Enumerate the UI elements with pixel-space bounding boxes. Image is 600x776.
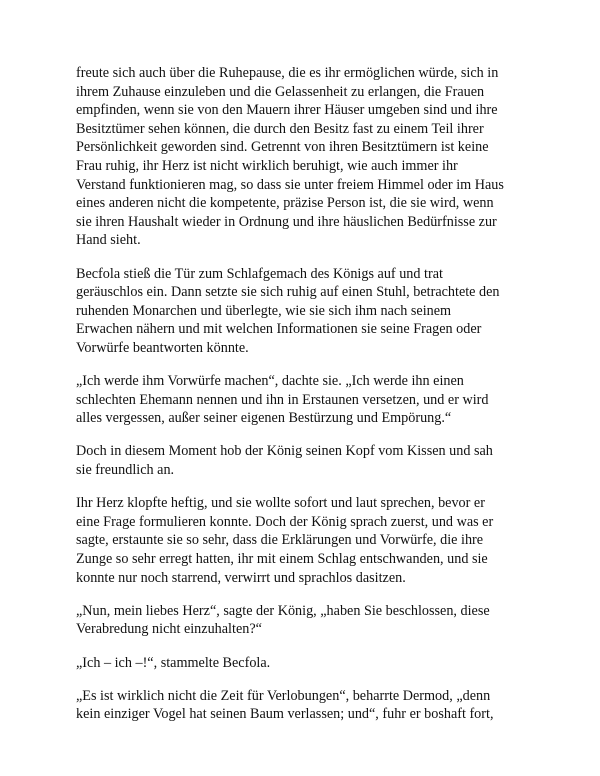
- text-line: Erwachen nähern und mit welchen Informationen sie seine Fragen oder: [76, 321, 482, 338]
- text-line: empfinden, wenn sie von den Mauern ihrer Häuser umgeben sind und ihre: [76, 102, 498, 119]
- text-line: geräuschlos ein. Dann setzte sie sich ruhig auf einen Stuhl, betrachtete den: [76, 284, 500, 301]
- paragraph-2: [76, 265, 534, 358]
- text-line: eines anderen nicht die kompetente, präzise Person ist, die sie wird, wenn: [76, 195, 494, 212]
- text-line: „Ich werde ihm Vorwürfe machen“, dachte sie. „Ich werde ihn einen: [76, 373, 464, 390]
- paragraph-8: [76, 687, 534, 724]
- text-line: konnte nur noch starrend, verwirrt und sprachlos dasitzen.: [76, 569, 406, 586]
- paragraph-7: [76, 654, 534, 673]
- text-line: ihrem Zuhause einzuleben und die Gelassenheit zu erlangen, die Frauen: [76, 83, 485, 100]
- paragraph-3: [76, 372, 534, 428]
- text-line: Persönlichkeit geworden sind. Getrennt von ihren Besitztümern ist keine: [76, 139, 489, 156]
- text-line: sie ihren Haushalt wieder in Ordnung und ihre häuslichen Bedürfnisse zur: [76, 213, 497, 230]
- text-line: „Nun, mein liebes Herz“, sagte der König, „haben Sie beschlossen, diese: [76, 602, 490, 619]
- paragraph-1: [76, 64, 534, 250]
- text-line: sie freundlich an.: [76, 462, 175, 479]
- text-line: Frau ruhig, ihr Herz ist nicht wirklich beruhigt, wie auch immer ihr: [76, 157, 458, 174]
- text-line: Becfola stieß die Tür zum Schlafgemach des Königs auf und trat: [76, 265, 443, 282]
- text-line: ruhenden Monarchen und überlegte, wie sie sich ihm nach seinem: [76, 302, 452, 319]
- document-page: [76, 64, 534, 739]
- text-line: alles vergessen, außer seiner eigenen Bestürzung und Empörung.“: [76, 410, 452, 427]
- text-line: Hand sieht.: [76, 232, 141, 249]
- paragraph-5: [76, 494, 534, 587]
- text-line: Verabredung nicht einzuhalten?“: [76, 621, 262, 638]
- text-line: eine Frage formulieren konnte. Doch der König sprach zuerst, und was er: [76, 513, 494, 530]
- text-line: freute sich auch über die Ruhepause, die es ihr ermöglichen würde, sich in: [76, 65, 499, 81]
- text-line: schlechten Ehemann nennen und ihn in Erstaunen versetzen, und er wird: [76, 391, 489, 408]
- paragraph-6: [76, 602, 534, 639]
- text-line: Verstand funktionieren mag, so dass sie unter freiem Himmel oder im Haus: [76, 176, 504, 193]
- text-line: Doch in diesem Moment hob der König seinen Kopf vom Kissen und sah: [76, 443, 493, 460]
- text-line: „Es ist wirklich nicht die Zeit für Verlobungen“, beharrte Dermod, „denn: [76, 687, 491, 704]
- text-line: sagte, erstaunte sie so sehr, dass die Erklärungen und Vorwürfe, die ihre: [76, 532, 484, 549]
- text-line: Zunge so sehr erregt hatten, ihr mit einem Schlag entschwanden, und sie: [76, 551, 488, 568]
- text-line: Ihr Herz klopfte heftig, und sie wollte sofort und laut sprechen, bevor er: [76, 495, 485, 512]
- paragraph-4: [76, 442, 534, 479]
- text-line: Besitztümer sehen können, die durch den Besitz fast zu einem Teil ihrer: [76, 120, 484, 137]
- text-line: kein einziger Vogel hat seinen Baum verlassen; und“, fuhr er boshaft fort,: [76, 706, 494, 723]
- text-line: Vorwürfe beantworten könnte.: [76, 339, 249, 356]
- text-line: „Ich – ich –!“, stammelte Becfola.: [76, 654, 271, 671]
